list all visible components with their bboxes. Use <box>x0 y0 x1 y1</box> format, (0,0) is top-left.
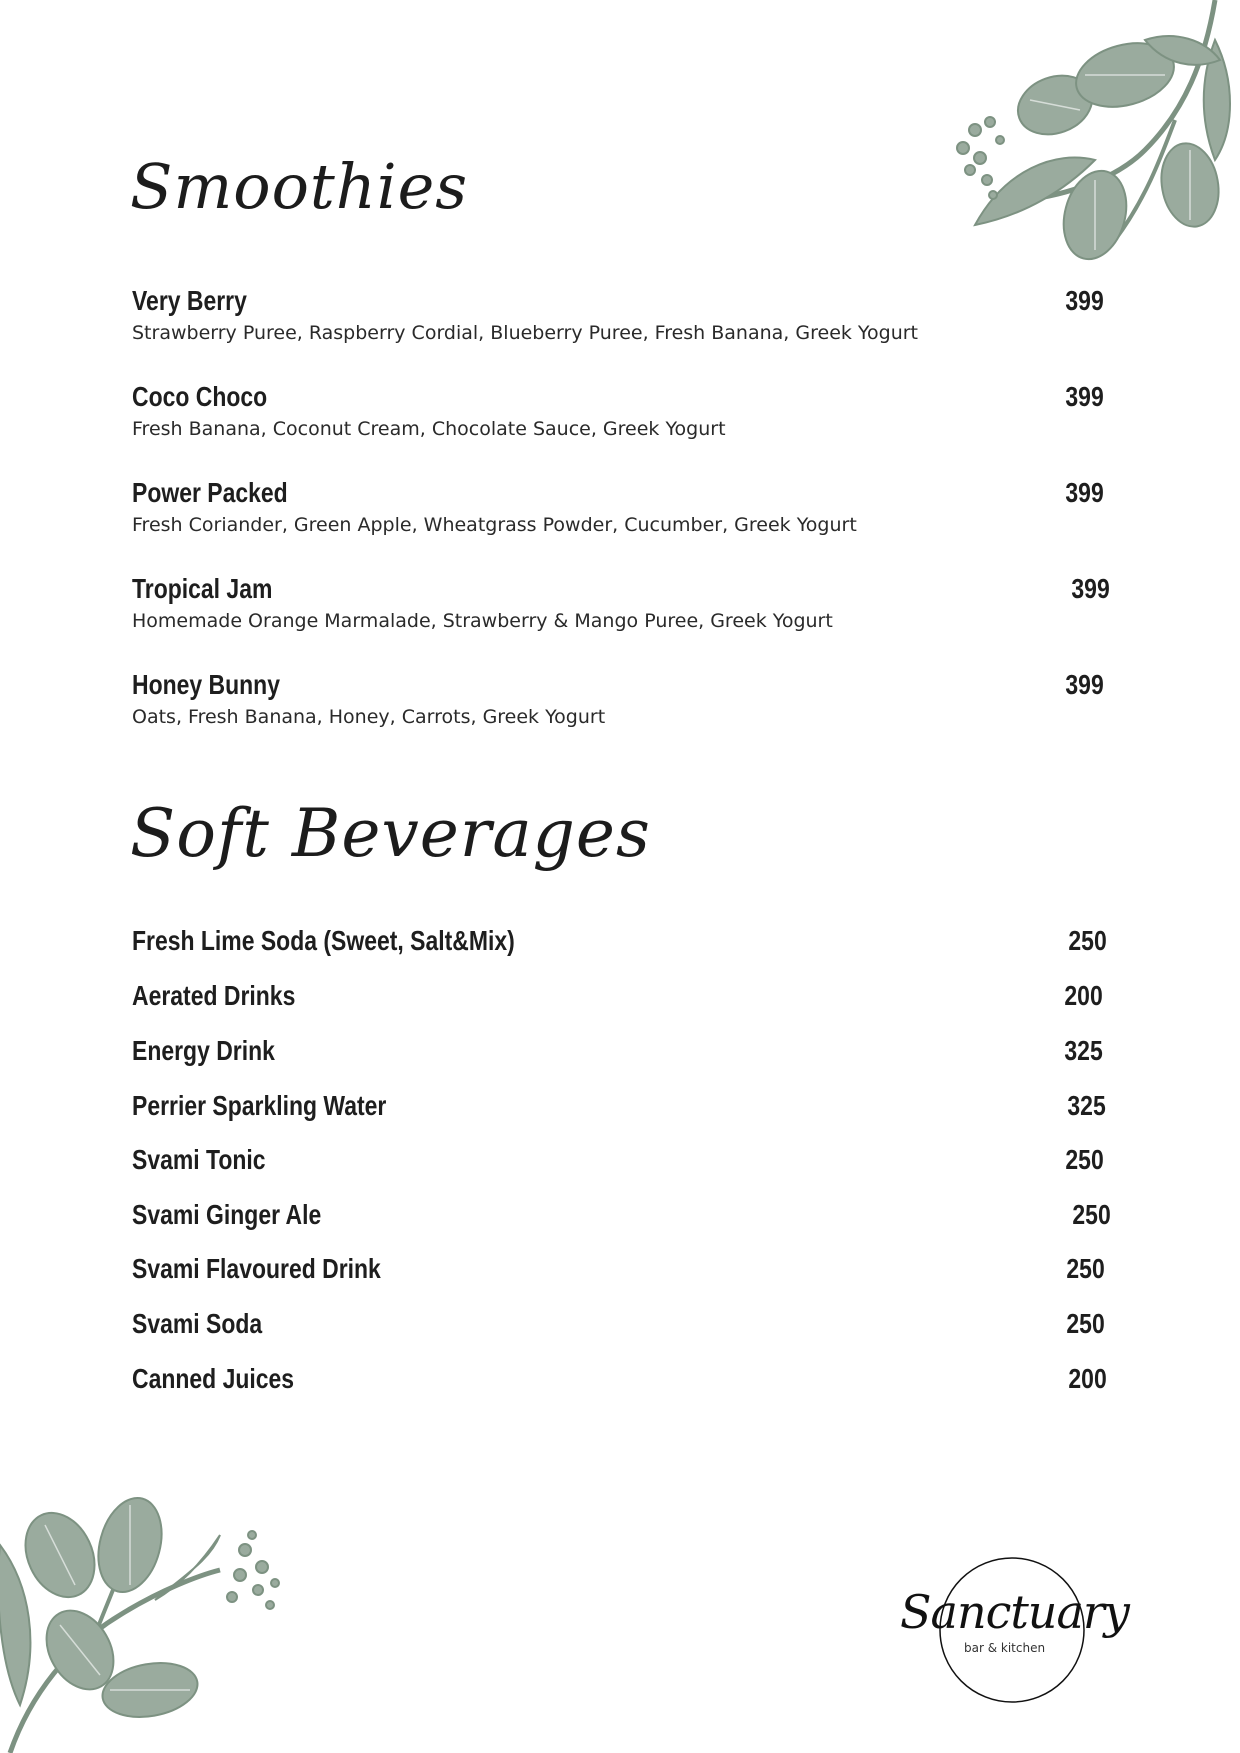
logo-wordmark: Sanctuary <box>900 1585 1129 1639</box>
menu-item-price: 325 <box>1067 1090 1106 1121</box>
menu-item-price: 250 <box>1065 1144 1104 1175</box>
menu-item-name: Power Packed <box>132 477 288 508</box>
menu-item-price: 250 <box>1072 1199 1111 1230</box>
menu-item-price: 200 <box>1064 980 1103 1011</box>
menu-item-name: Svami Ginger Ale <box>132 1199 322 1230</box>
menu-item-name: Coco Choco <box>132 381 268 412</box>
menu-item-price: 399 <box>1065 381 1104 412</box>
olive-branch-bottom-icon <box>0 1475 290 1753</box>
menu-item-price: 250 <box>1066 1308 1105 1339</box>
logo-tagline: bar & kitchen <box>964 1641 1046 1655</box>
olive-branch-top-icon <box>945 0 1235 265</box>
menu-item-price: 250 <box>1068 925 1107 956</box>
menu-item-name: Fresh Lime Soda (Sweet, Salt&Mix) <box>132 925 515 956</box>
menu-item-description: Fresh Banana, Coconut Cream, Chocolate Sauce, Greek Yogurt <box>132 418 726 440</box>
menu-item-name: Perrier Sparkling Water <box>132 1090 387 1121</box>
menu-item-price: 200 <box>1068 1363 1107 1394</box>
menu-item-price: 325 <box>1064 1035 1103 1066</box>
menu-item-name: Aerated Drinks <box>132 980 296 1011</box>
menu-item-description: Strawberry Puree, Raspberry Cordial, Blueberry Puree, Fresh Banana, Greek Yogurt <box>132 322 918 344</box>
menu-item-price: 250 <box>1066 1253 1105 1284</box>
menu-item-name: Honey Bunny <box>132 669 280 700</box>
menu-item-name: Tropical Jam <box>132 573 273 604</box>
menu-item-description: Homemade Orange Marmalade, Strawberry & Mango Puree, Greek Yogurt <box>132 610 833 632</box>
menu-item-price: 399 <box>1065 477 1104 508</box>
sanctuary-logo <box>900 1555 1129 1705</box>
menu-item-name: Svami Flavoured Drink <box>132 1253 381 1284</box>
menu-item-description: Fresh Coriander, Green Apple, Wheatgrass Powder, Cucumber, Greek Yogurt <box>132 514 857 536</box>
menu-item-price: 399 <box>1065 285 1104 316</box>
menu-item-name: Canned Juices <box>132 1363 295 1394</box>
menu-item-name: Svami Tonic <box>132 1144 266 1175</box>
menu-item-name: Energy Drink <box>132 1035 275 1066</box>
menu-item-price: 399 <box>1071 573 1110 604</box>
menu-item-name: Svami Soda <box>132 1308 263 1339</box>
menu-item-description: Oats, Fresh Banana, Honey, Carrots, Greek Yogurt <box>132 706 606 728</box>
menu-item-name: Very Berry <box>132 285 247 316</box>
menu-item-price: 399 <box>1065 669 1104 700</box>
soft-beverages-section-title: Soft Beverages <box>130 795 651 872</box>
smoothies-section-title: Smoothies <box>130 150 469 223</box>
